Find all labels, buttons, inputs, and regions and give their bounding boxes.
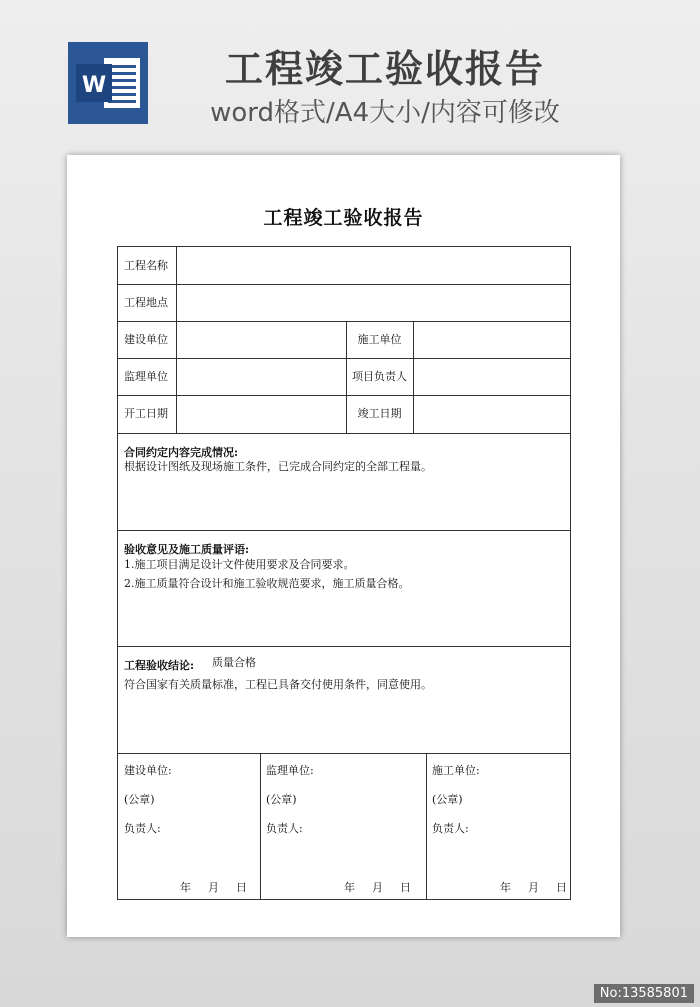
label-project-lead: 项目负责人 xyxy=(352,370,407,383)
label-project-name: 工程名称 xyxy=(124,259,168,272)
sig-person: 负责人: xyxy=(266,822,303,835)
conclusion-result: 质量合格 xyxy=(212,656,256,669)
section-opinion xyxy=(118,530,570,647)
row-project-name xyxy=(118,247,570,285)
opinion-line-2: 2.施工质量符合设计和施工验收规范要求，施工质量合格。 xyxy=(124,577,410,590)
sig-unit: 监理单位: xyxy=(266,764,314,777)
sig-month: 月 xyxy=(528,881,539,894)
document-title: 工程竣工验收报告 xyxy=(263,207,424,229)
sig-year: 年 xyxy=(344,881,355,894)
sig-day: 日 xyxy=(400,881,411,894)
divider xyxy=(176,247,177,284)
sig-year: 年 xyxy=(180,881,191,894)
divider xyxy=(176,358,177,395)
word-icon-letter: W xyxy=(81,73,107,98)
section-conclusion xyxy=(118,646,570,754)
label-contractor: 施工单位 xyxy=(357,333,402,346)
divider xyxy=(413,321,414,358)
banner-title: 工程竣工验收报告 xyxy=(224,47,545,91)
sig-month: 月 xyxy=(208,881,219,894)
opinion-line-1: 1.施工项目满足设计文件使用要求及合同要求。 xyxy=(124,558,355,571)
label-project-site: 工程地点 xyxy=(124,296,168,309)
completion-text: 根据设计图纸及现场施工条件，已完成合同约定的全部工程量。 xyxy=(124,460,432,473)
conclusion-text: 符合国家有关质量标准，工程已具备交付使用条件，同意使用。 xyxy=(124,678,432,691)
document-page xyxy=(67,155,620,937)
divider xyxy=(176,284,177,321)
sig-unit: 施工单位: xyxy=(432,764,480,777)
label-start-date: 开工日期 xyxy=(124,407,168,420)
sig-year: 年 xyxy=(500,881,511,894)
divider xyxy=(176,321,177,358)
sig-day: 日 xyxy=(236,881,247,894)
sig-seal: (公章) xyxy=(124,793,155,806)
conclusion-heading: 工程验收结论: xyxy=(124,659,195,672)
sig-person: 负责人: xyxy=(432,822,469,835)
label-supervisor: 监理单位 xyxy=(124,370,168,383)
section-completion xyxy=(118,433,570,531)
completion-heading: 合同约定内容完成情况: xyxy=(124,446,239,459)
sig-day: 日 xyxy=(556,881,567,894)
signature-builder xyxy=(118,753,260,899)
divider xyxy=(176,395,177,433)
opinion-heading: 验收意见及施工质量评语: xyxy=(124,543,250,556)
divider xyxy=(413,358,414,395)
row-project-site xyxy=(118,284,570,322)
signature-supervisor xyxy=(260,753,426,899)
sig-month: 月 xyxy=(372,881,383,894)
label-finish-date: 竣工日期 xyxy=(357,407,402,420)
banner-subtitle: word格式/A4大小/内容可修改 xyxy=(210,98,560,128)
divider xyxy=(413,395,414,433)
row-builder-contractor xyxy=(118,321,570,359)
sig-seal: (公章) xyxy=(266,793,297,806)
report-form xyxy=(117,246,571,900)
sig-seal: (公章) xyxy=(432,793,463,806)
row-dates xyxy=(118,395,570,434)
signature-contractor xyxy=(426,753,570,899)
sig-unit: 建设单位: xyxy=(124,764,172,777)
label-builder: 建设单位 xyxy=(124,333,168,346)
sig-person: 负责人: xyxy=(124,822,161,835)
image-id-label: No:13585801 xyxy=(594,984,694,1003)
row-supervisor-lead xyxy=(118,358,570,396)
